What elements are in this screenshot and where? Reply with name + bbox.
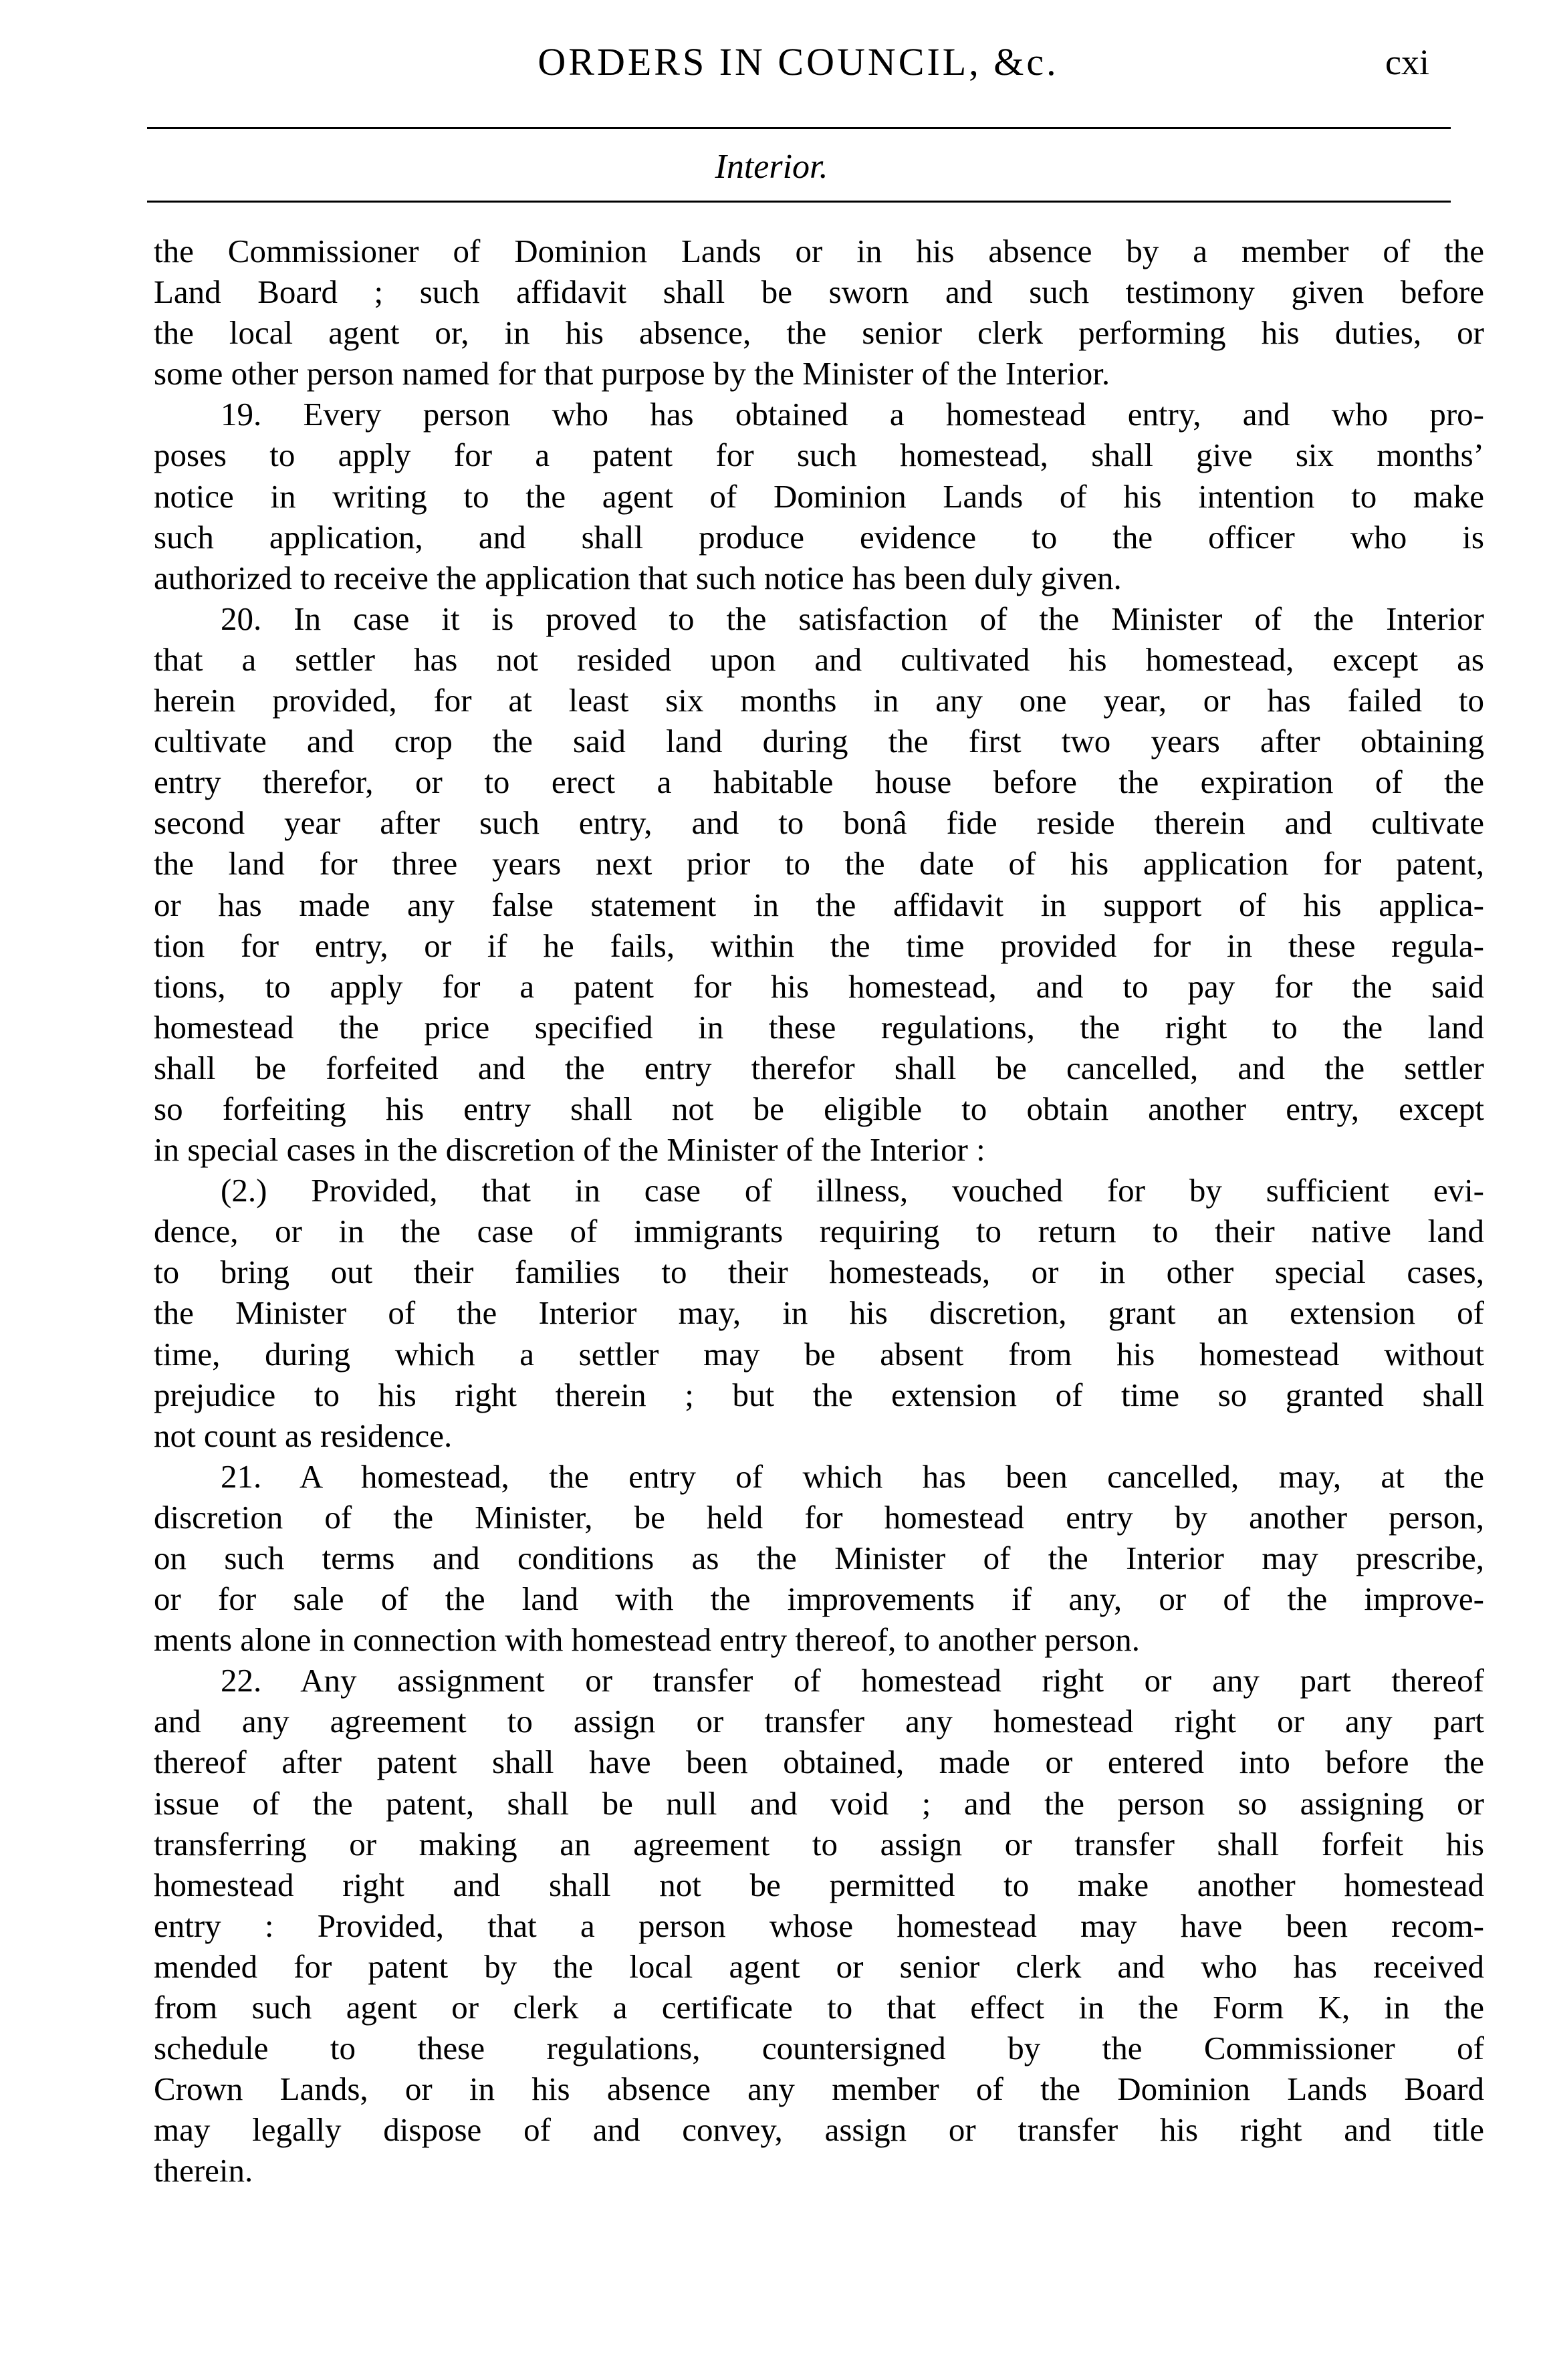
text-line: on such terms and conditions as the Minister of the Interior may prescribe, [154,1540,1484,1576]
text-line: second year after such entry, and to bonâ fide reside therein and cultivate [154,804,1484,842]
text-line: and any agreement to assign or transfer any homestead right or any part [154,1703,1484,1740]
text-line: authorized to receive the application that such notice has been duly given. [154,559,1122,596]
text-line: from such agent or clerk a certificate to that effect in the Form K, in the [154,1989,1484,2026]
text-line: issue of the patent, shall be null and void ; and the person so assigning or [154,1784,1484,1822]
text-line: Crown Lands, or in his absence any member of the Dominion Lands Board [154,2070,1484,2108]
text-line: mended for patent by the local agent or senior clerk and who has received [154,1947,1484,1985]
text-line: tion for entry, or if he fails, within the time provided for in these regula- [154,927,1484,964]
body-text [154,231,1484,2191]
text-line: the Minister of the Interior may, in his discretion, grant an extension of [154,1294,1484,1332]
text-line: schedule to these regulations, countersigned by the Commissioner of [154,2030,1484,2067]
text-line: some other person named for that purpose by the Minister of the Interior. [154,355,1110,392]
running-header [154,32,1443,92]
header-rule-bottom [147,201,1451,203]
text-line: or for sale of the land with the improvements if any, or of the improve- [154,1580,1484,1618]
text-line: or has made any false statement in the affidavit in support of his applica- [154,886,1484,923]
section-20-start: 20. In case it is proved to the satisfaction of the Minister of the Interior [221,600,1484,637]
text-line: tions, to apply for a patent for his homestead, and to pay for the said [154,967,1484,1005]
text-line: the local agent or, in his absence, the senior clerk performing his duties, or [154,314,1484,352]
page-number: cxi [1385,42,1429,82]
text-line: discretion of the Minister, be held for homestead entry by another person, [154,1498,1484,1536]
text-line: herein provided, for at least six months in any one year, or has failed to [154,682,1484,719]
text-line: to bring out their families to their homesteads, or in other special cases, [154,1254,1484,1291]
text-line: transferring or making an agreement to assign or transfer shall forfeit his [154,1825,1484,1863]
text-line: homestead the price specified in these regulations, the right to the land [154,1008,1484,1046]
section-19-start: 19. Every person who has obtained a homestead entry, and who pro- [221,396,1484,433]
text-line: shall be forfeited and the entry therefor shall be cancelled, and the settler [154,1049,1484,1086]
text-line: homestead right and shall not be permitted to make another homestead [154,1866,1484,1903]
text-line: so forfeiting his entry shall not be eligible to obtain another entry, except [154,1090,1484,1127]
subsection-2-start: (2.) Provided, that in case of illness, vouched for by sufficient evi- [221,1172,1484,1209]
text-line: thereof after patent shall have been obtained, made or entered into before the [154,1744,1484,1781]
text-line: dence, or in the case of immigrants requiring to return to their native land [154,1213,1484,1250]
section-21-start: 21. A homestead, the entry of which has been cancelled, may, at the [221,1457,1484,1495]
header-rule-top [147,127,1451,129]
text-line: cultivate and crop the said land during the first two years after obtaining [154,723,1484,760]
text-line: in special cases in the discretion of the Minister of the Interior : [154,1131,985,1169]
text-line: time, during which a settler may be absent from his homestead without [154,1335,1484,1373]
text-line: poses to apply for a patent for such homestead, shall give six months’ [154,437,1484,474]
text-line: therein. [154,2152,253,2189]
text-line: such application, and shall produce evidence to the officer who is [154,518,1484,556]
section-22-start: 22. Any assignment or transfer of homestead right or any part thereof [221,1662,1484,1699]
text-line: may legally dispose of and convey, assign or transfer his right and title [154,2111,1484,2149]
text-line: the land for three years next prior to the date of his application for patent, [154,845,1484,882]
section-title: Interior. [715,148,828,186]
text-line: not count as residence. [154,1417,453,1454]
text-line: prejudice to his right therein ; but the extension of time so granted shall [154,1376,1484,1413]
text-line: ments alone in connection with homestead entry thereof, to another person. [154,1621,1141,1659]
text-line: Land Board ; such affidavit shall be sworn and such testimony given before [154,273,1484,311]
text-line: entry therefor, or to erect a habitable house before the expiration of the [154,763,1484,801]
text-line: the Commissioner of Dominion Lands or in his absence by a member of the [154,233,1484,269]
running-title: ORDERS IN COUNCIL, &c. [538,40,1059,84]
text-line: notice in writing to the agent of Dominion Lands of his intention to make [154,477,1484,515]
text-line: entry : Provided, that a person whose homestead may have been recom- [154,1907,1484,1944]
text-line: that a settler has not resided upon and cultivated his homestead, except as [154,640,1484,678]
